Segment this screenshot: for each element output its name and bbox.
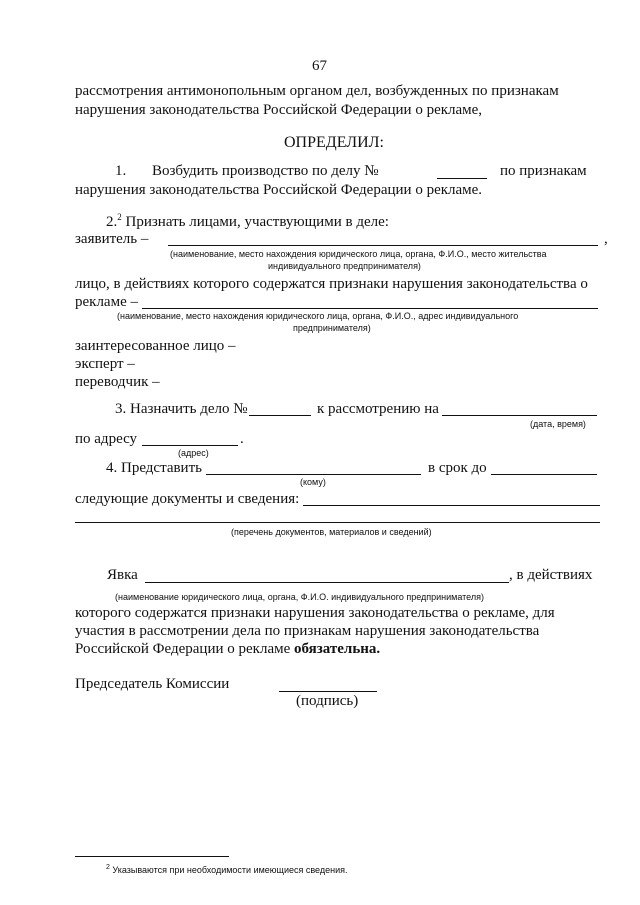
applicant-label: заявитель –: [75, 231, 149, 247]
attendance-line-1: которого содержатся признаки нарушения законодательства о рекламе, для: [75, 605, 555, 621]
item2-heading: [106, 212, 389, 231]
case-number-blank[interactable]: [437, 178, 487, 179]
interested-party-label: заинтересованное лицо –: [75, 338, 236, 354]
documents-label: следующие документы и сведения:: [75, 491, 300, 507]
attendance-label: Явка: [107, 567, 138, 583]
address-period: .: [240, 431, 244, 447]
violator-hint-1: (наименование, место нахождения юридического лица, органа, Ф.И.О., адрес индивидуального: [117, 311, 519, 321]
deadline-blank[interactable]: [491, 474, 597, 475]
hearing-datetime-blank[interactable]: [442, 415, 597, 416]
item4-text-b: в срок до: [428, 460, 487, 476]
applicant-comma: ,: [604, 231, 608, 247]
documents-blank-1[interactable]: [303, 505, 600, 506]
to-whom-blank[interactable]: [206, 474, 421, 475]
item1-text-a: Возбудить производство по делу №: [152, 163, 379, 179]
violator-hint-2: предпринимателя): [293, 323, 371, 333]
page-number: 67: [312, 58, 327, 74]
footnote-text: Указываются при необходимости имеющиеся сведения.: [112, 865, 348, 875]
address-blank[interactable]: [142, 445, 238, 446]
intro-line-1: рассмотрения антимонопольным органом дел, возбужденных по признакам: [75, 83, 559, 99]
to-whom-hint: (кому): [300, 477, 326, 487]
datetime-hint: (дата, время): [530, 419, 586, 429]
item2-text: Признать лицами, участвующими в деле:: [125, 214, 389, 230]
item4-text-a: 4. Представить: [106, 460, 202, 476]
attendance-suffix: , в действиях: [509, 567, 593, 583]
address-label: по адресу: [75, 431, 138, 447]
applicant-hint-1: (наименование, место нахождения юридического лица, органа, Ф.И.О., место жительства: [170, 249, 547, 259]
address-hint: (адрес): [178, 448, 209, 458]
documents-hint: (перечень документов, материалов и сведений): [231, 527, 432, 537]
footnote-divider: [75, 856, 229, 857]
translator-label: переводчик –: [75, 374, 160, 390]
attendance-blank[interactable]: [145, 582, 509, 583]
applicant-blank[interactable]: [168, 245, 598, 246]
attendance-line-2: участия в рассмотрении дела по признакам нарушения законодательства: [75, 623, 540, 639]
documents-blank-2[interactable]: [75, 522, 600, 523]
attendance-mandatory: обязательна.: [294, 641, 381, 657]
item1-number: 1.: [115, 163, 127, 179]
violator-line-1: лицо, в действиях которого содержатся признаки нарушения законодательства о: [75, 276, 588, 292]
footnote-mark: 2: [106, 864, 110, 871]
footnote: [106, 864, 347, 875]
intro-line-2: нарушения законодательства Российской Федерации о рекламе,: [75, 102, 483, 118]
signature-blank[interactable]: [279, 691, 377, 692]
item2-prefix: 2.: [106, 214, 118, 230]
violator-blank[interactable]: [142, 308, 598, 309]
case-assign-number-blank[interactable]: [249, 415, 311, 416]
item1-text-b: по признакам: [500, 163, 587, 179]
chairman-label: Председатель Комиссии: [75, 676, 230, 692]
item3-text-b: к рассмотрению на: [317, 401, 439, 417]
violator-line-2: рекламе –: [75, 294, 138, 310]
signature-hint: (подпись): [296, 693, 359, 709]
attendance-hint: (наименование юридического лица, органа, Ф.И.О. индивидуального предпринимателя): [115, 592, 485, 602]
footnote-mark-ref: 2: [117, 212, 122, 222]
expert-label: эксперт –: [75, 356, 135, 372]
decision-heading: ОПРЕДЕЛИЛ:: [284, 134, 384, 151]
attendance-line-3: [75, 641, 380, 658]
item1-line-2: нарушения законодательства Российской Федерации о рекламе.: [75, 182, 483, 198]
attendance-line-3-plain: Российской Федерации о рекламе: [75, 641, 295, 657]
applicant-hint-2: индивидуального предпринимателя): [268, 261, 421, 271]
item3-text-a: 3. Назначить дело №: [115, 401, 248, 417]
